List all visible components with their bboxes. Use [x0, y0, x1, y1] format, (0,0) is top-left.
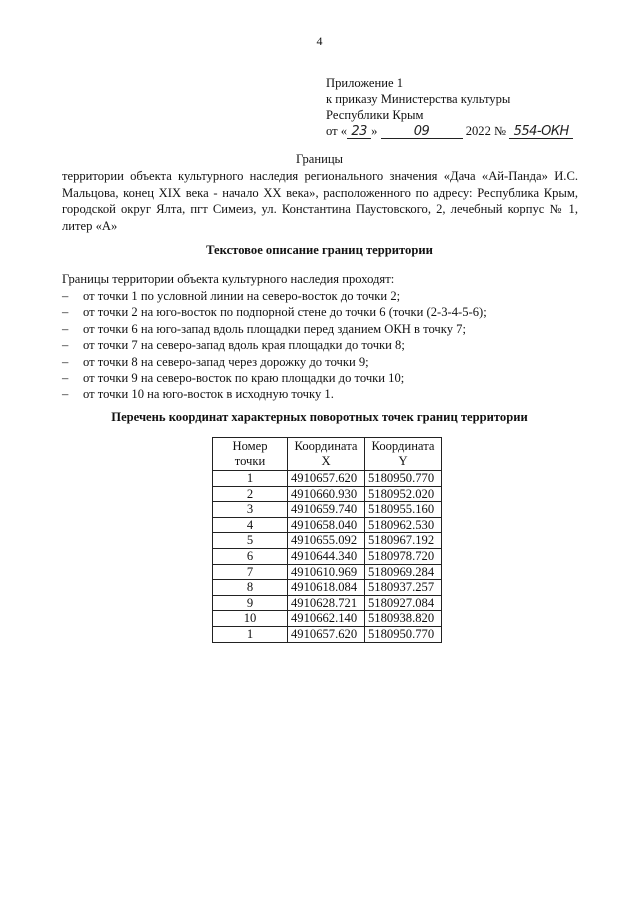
- cell-point: 1: [213, 626, 288, 642]
- cell-x: 4910660.930: [288, 486, 365, 502]
- boundaries-list: [62, 288, 487, 403]
- coordinates-table: [212, 437, 442, 643]
- bullet-dash: –: [62, 338, 69, 353]
- table-row: [213, 517, 442, 533]
- document-heading: Границы: [295, 152, 344, 166]
- table-row: [213, 486, 442, 502]
- date-mid: »: [371, 124, 378, 138]
- table-row: [213, 580, 442, 596]
- header-coordinate-y: Координата Y: [365, 438, 442, 471]
- cell-y: 5180978.720: [365, 548, 442, 564]
- cell-y: 5180950.770: [365, 471, 442, 487]
- list-item: [62, 321, 487, 337]
- list-item: [62, 354, 487, 370]
- cell-x: 4910610.969: [288, 564, 365, 580]
- boundary-text: от точки 6 на юго-запад вдоль площадки перед зданием ОКН в точку 7;: [83, 321, 466, 336]
- cell-point: 6: [213, 548, 288, 564]
- cell-point: 1: [213, 471, 288, 487]
- cell-y: 5180927.084: [365, 595, 442, 611]
- header-coordinate-x: Координата X: [288, 438, 365, 471]
- cell-x: 4910655.092: [288, 533, 365, 549]
- table-header-row: [213, 438, 442, 471]
- cell-x: 4910658.040: [288, 517, 365, 533]
- cell-point: 9: [213, 595, 288, 611]
- boundaries-intro: Границы территории объекта культурного наследия проходят:: [62, 272, 395, 286]
- cell-y: 5180950.770: [365, 626, 442, 642]
- boundary-text: от точки 9 на северо-восток по краю площадки до точки 10;: [83, 370, 405, 385]
- year-text: 2022 №: [465, 124, 507, 138]
- appendix-line-2: к приказу Министерства культуры: [326, 92, 511, 106]
- table-row: [213, 611, 442, 627]
- boundary-text: от точки 10 на юго-восток в исходную точку 1.: [83, 387, 334, 402]
- cell-point: 10: [213, 611, 288, 627]
- date-prefix: от «: [326, 124, 348, 138]
- list-item: [62, 370, 487, 386]
- cell-x: 4910657.620: [288, 471, 365, 487]
- cell-y: 5180955.160: [365, 502, 442, 518]
- text-description-title: Текстовое описание границ территории: [206, 243, 433, 257]
- cell-y: 5180962.530: [365, 517, 442, 533]
- appendix-header: [326, 75, 573, 139]
- cell-point: 8: [213, 580, 288, 596]
- handwritten-month: 09: [381, 125, 463, 139]
- appendix-line-1: Приложение 1: [326, 76, 404, 90]
- table-row: [213, 533, 442, 549]
- cell-point: 5: [213, 533, 288, 549]
- cell-y: 5180967.192: [365, 533, 442, 549]
- bullet-dash: –: [62, 354, 69, 369]
- cell-y: 5180937.257: [365, 580, 442, 596]
- cell-y: 5180969.284: [365, 564, 442, 580]
- appendix-date-line: [326, 123, 573, 139]
- list-item: [62, 304, 487, 320]
- coordinates-title: Перечень координат характерных поворотных точек границ территории: [111, 410, 528, 424]
- bullet-dash: –: [62, 370, 69, 385]
- cell-point: 4: [213, 517, 288, 533]
- table-row: [213, 595, 442, 611]
- boundary-text: от точки 1 по условной линии на северо-восток до точки 2;: [83, 289, 401, 303]
- list-item: [62, 337, 487, 353]
- header-point-number: Номер точки: [213, 438, 288, 471]
- page-number: 4: [316, 34, 323, 48]
- cell-y: 5180938.820: [365, 611, 442, 627]
- cell-point: 7: [213, 564, 288, 580]
- cell-x: 4910662.140: [288, 611, 365, 627]
- table-row: [213, 626, 442, 642]
- bullet-dash: –: [62, 387, 69, 402]
- boundary-text: от точки 2 на юго-восток по подпорной стене до точки 6 (точки (2-3-4-5-6);: [83, 305, 487, 320]
- cell-x: 4910618.084: [288, 580, 365, 596]
- table-row: [213, 548, 442, 564]
- appendix-line-3: Республики Крым: [326, 108, 424, 122]
- cell-x: 4910659.740: [288, 502, 365, 518]
- table-row: [213, 471, 442, 487]
- cell-point: 2: [213, 486, 288, 502]
- cell-x: 4910657.620: [288, 626, 365, 642]
- territory-description: территории объекта культурного наследия регионального значения «Дача «Ай-Панда» И.С. Мальцова, конец XIX века - начало XX века», расположенного по адресу: Республика Крым, городской округ Ялта, пгт Симеиз, ул. Константина Паустовского, 2, лечебный корпус № 1, литер «А»: [62, 169, 578, 233]
- list-item: [62, 386, 487, 402]
- table-row: [213, 502, 442, 518]
- handwritten-day: 23: [347, 125, 371, 139]
- cell-point: 3: [213, 502, 288, 518]
- bullet-dash: –: [62, 289, 69, 303]
- bullet-dash: –: [62, 305, 69, 320]
- handwritten-order-number: 554-ОКН: [509, 125, 573, 139]
- cell-x: 4910644.340: [288, 548, 365, 564]
- list-item: [62, 288, 487, 304]
- table-row: [213, 564, 442, 580]
- boundary-text: от точки 8 на северо-запад через дорожку до точки 9;: [83, 354, 369, 369]
- boundary-text: от точки 7 на северо-запад вдоль края площадки до точки 8;: [83, 338, 405, 353]
- cell-x: 4910628.721: [288, 595, 365, 611]
- bullet-dash: –: [62, 321, 69, 336]
- cell-y: 5180952.020: [365, 486, 442, 502]
